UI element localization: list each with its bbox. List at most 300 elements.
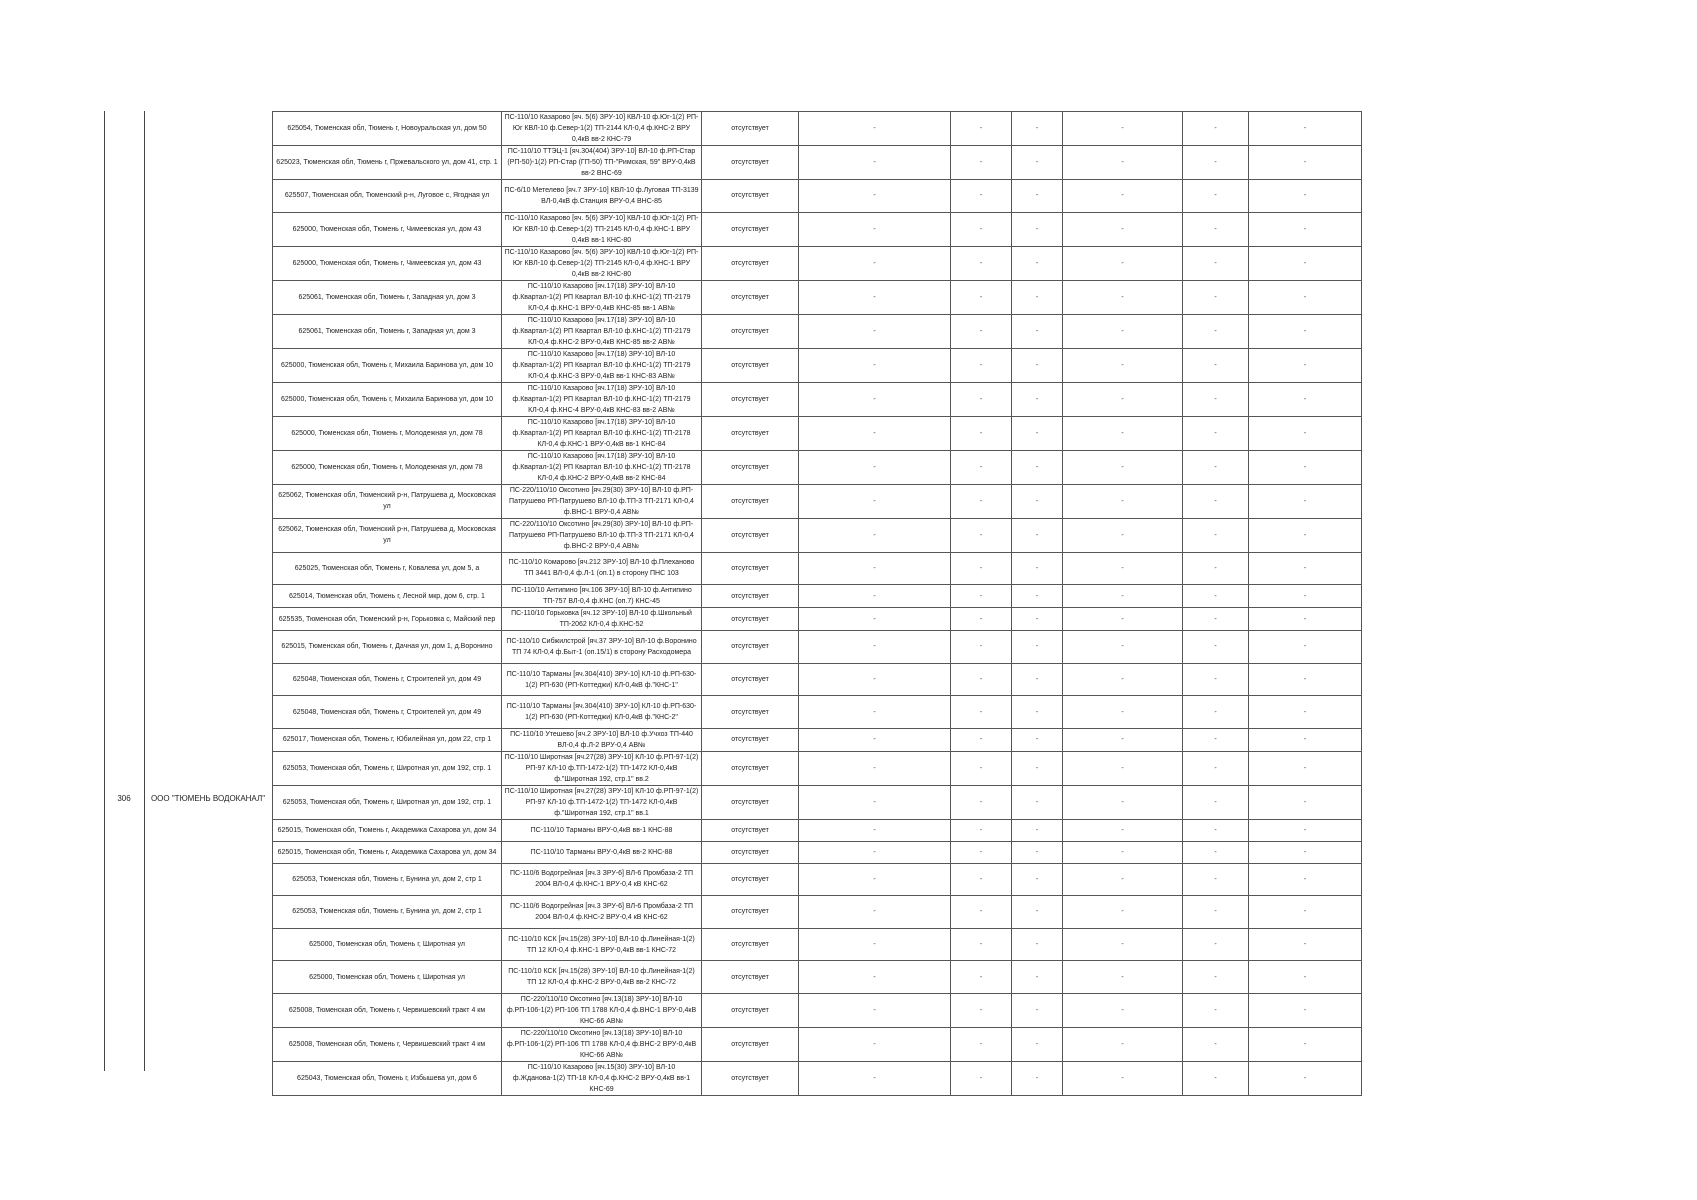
table-row <box>273 314 1362 348</box>
empty-value-cell: - <box>799 663 951 696</box>
empty-value-cell: - <box>1249 608 1362 631</box>
empty-value-cell: - <box>1012 246 1063 280</box>
empty-value-cell: - <box>799 728 951 751</box>
empty-value-cell: - <box>951 180 1012 213</box>
empty-value-cell: - <box>799 416 951 450</box>
address-cell: 625053, Тюменская обл, Тюмень г, Бунина ул, дом 2, стр 1 <box>273 896 502 929</box>
empty-value-cell: - <box>1012 863 1063 896</box>
address-cell: 625535, Тюменская обл, Тюменский р-н, Горьковка с, Майский пер <box>273 608 502 631</box>
left-border-line-2 <box>144 111 145 1071</box>
empty-value-cell: - <box>1249 112 1362 146</box>
table-row <box>273 993 1362 1027</box>
empty-value-cell: - <box>1012 896 1063 929</box>
power-source-cell: ПС-110/6 Водогрейная [яч.3 ЗРУ-6] ВЛ-6 Промбаза-2 ТП 2004 ВЛ-0,4 ф.КНС-2 ВРУ-0,4 кВ КНС-62 <box>502 896 702 929</box>
empty-value-cell: - <box>1249 1061 1362 1095</box>
empty-value-cell: - <box>1063 212 1183 246</box>
empty-value-cell: - <box>1183 631 1249 664</box>
table-row <box>273 961 1362 994</box>
empty-value-cell: - <box>1012 552 1063 585</box>
status-cell: отсутствует <box>702 785 799 819</box>
organization-name: ООО "ТЮМЕНЬ ВОДОКАНАЛ" <box>150 794 266 803</box>
empty-value-cell: - <box>1183 1061 1249 1095</box>
empty-value-cell: - <box>1012 1061 1063 1095</box>
empty-value-cell: - <box>1183 314 1249 348</box>
left-border-line-1 <box>104 111 105 1071</box>
empty-value-cell: - <box>1249 180 1362 213</box>
table-row <box>273 751 1362 785</box>
address-cell: 625062, Тюменская обл, Тюменский р-н, Патрушева д, Московская ул <box>273 484 502 518</box>
empty-value-cell: - <box>1012 663 1063 696</box>
empty-value-cell: - <box>1063 484 1183 518</box>
table-row <box>273 663 1362 696</box>
empty-value-cell: - <box>951 608 1012 631</box>
status-cell: отсутствует <box>702 928 799 961</box>
address-cell: 625043, Тюменская обл, Тюмень г, Избышева ул, дом 6 <box>273 1061 502 1095</box>
power-source-cell: ПС-110/6 Водогрейная [яч.3 ЗРУ-6] ВЛ-6 Промбаза-2 ТП 2004 ВЛ-0,4 ф.КНС-1 ВРУ-0,4 кВ КНС-62 <box>502 863 702 896</box>
empty-value-cell: - <box>1183 348 1249 382</box>
empty-value-cell: - <box>1012 518 1063 552</box>
empty-value-cell: - <box>1012 928 1063 961</box>
power-source-cell: ПС-110/10 ТТЭЦ-1 [яч.304(404) ЗРУ-10] ВЛ-10 ф.РП-Стар (РП-50)-1(2) РП-Стар (ГП-50) ТП-"Римская, 59" ВРУ-0,4кВ вв-2 ВНС-69 <box>502 146 702 180</box>
empty-value-cell: - <box>1183 841 1249 863</box>
empty-value-cell: - <box>951 382 1012 416</box>
empty-value-cell: - <box>799 696 951 729</box>
empty-value-cell: - <box>951 993 1012 1027</box>
status-cell: отсутствует <box>702 608 799 631</box>
empty-value-cell: - <box>1183 552 1249 585</box>
empty-value-cell: - <box>1249 631 1362 664</box>
empty-value-cell: - <box>1063 518 1183 552</box>
table-row <box>273 631 1362 664</box>
table-row <box>273 180 1362 213</box>
address-cell: 625023, Тюменская обл, Тюмень г, Пржевальского ул, дом 41, стр. 1 <box>273 146 502 180</box>
empty-value-cell: - <box>951 841 1012 863</box>
power-source-cell: ПС-110/10 Тарманы ВРУ-0,4кВ вв-2 КНС-88 <box>502 841 702 863</box>
address-cell: 625017, Тюменская обл, Тюмень г, Юбилейная ул, дом 22, стр 1 <box>273 728 502 751</box>
empty-value-cell: - <box>799 608 951 631</box>
empty-value-cell: - <box>1012 785 1063 819</box>
table-row <box>273 863 1362 896</box>
power-source-cell: ПС-110/10 КСК [яч.15(28) ЗРУ-10] ВЛ-10 ф.Линейная-1(2) ТП 12 КЛ-0,4 ф.КНС-1 ВРУ-0,4кВ вв-1 КНС-72 <box>502 928 702 961</box>
table-row <box>273 728 1362 751</box>
power-source-cell: ПС-110/10 Казарово [яч. 5(6) ЗРУ-10] КВЛ-10 ф.Юг-1(2) РП-Юг КВЛ-10 ф.Север-1(2) ТП-2145 КЛ-0,4 ф.КНС-1 ВРУ 0,4кВ вв-1 КНС-80 <box>502 212 702 246</box>
empty-value-cell: - <box>799 785 951 819</box>
empty-value-cell: - <box>1249 552 1362 585</box>
empty-value-cell: - <box>799 112 951 146</box>
table-row <box>273 246 1362 280</box>
empty-value-cell: - <box>951 928 1012 961</box>
power-source-cell: ПС-110/10 Казарово [яч.17(18) ЗРУ-10] ВЛ-10 ф.Квартал-1(2) РП Квартал ВЛ-10 ф.КНС-1(2) ТП-2179 КЛ-0,4 ф.КНС-1 ВРУ-0,4кВ КНС-85 вв-1 АВ№ <box>502 280 702 314</box>
empty-value-cell: - <box>1063 751 1183 785</box>
empty-value-cell: - <box>1249 863 1362 896</box>
empty-value-cell: - <box>1063 728 1183 751</box>
empty-value-cell: - <box>1249 1027 1362 1061</box>
empty-value-cell: - <box>1249 728 1362 751</box>
empty-value-cell: - <box>1063 993 1183 1027</box>
power-source-cell: ПС-110/10 Казарово [яч.17(18) ЗРУ-10] ВЛ-10 ф.Квартал-1(2) РП Квартал ВЛ-10 ф.КНС-1(2) ТП-2179 КЛ-0,4 ф.КНС-4 ВРУ-0,4кВ КНС-83 вв-2 АВ№ <box>502 382 702 416</box>
empty-value-cell: - <box>951 728 1012 751</box>
power-source-cell: ПС-110/10 Горьковка [яч.12 ЗРУ-10] ВЛ-10 ф.Школьный ТП-2062 КЛ-0,4 ф.КНС-52 <box>502 608 702 631</box>
empty-value-cell: - <box>799 484 951 518</box>
power-source-cell: ПС-110/10 Комарово [яч.212 ЗРУ-10] ВЛ-10 ф.Плеханово ТП 3441 ВЛ-0,4 ф.Л-1 (оп.1) в сторону ПНС 103 <box>502 552 702 585</box>
empty-value-cell: - <box>799 348 951 382</box>
status-cell: отсутствует <box>702 348 799 382</box>
empty-value-cell: - <box>1012 696 1063 729</box>
empty-value-cell: - <box>1249 896 1362 929</box>
status-cell: отсутствует <box>702 416 799 450</box>
empty-value-cell: - <box>1012 382 1063 416</box>
empty-value-cell: - <box>1249 928 1362 961</box>
table-row <box>273 1061 1362 1095</box>
empty-value-cell: - <box>799 1061 951 1095</box>
empty-value-cell: - <box>951 280 1012 314</box>
address-cell: 625000, Тюменская обл, Тюмень г, Широтная ул <box>273 961 502 994</box>
empty-value-cell: - <box>1012 1027 1063 1061</box>
empty-value-cell: - <box>1063 552 1183 585</box>
power-source-cell: ПС-110/10 Тарманы ВРУ-0,4кВ вв-1 КНС-88 <box>502 819 702 841</box>
empty-value-cell: - <box>799 382 951 416</box>
status-cell: отсутствует <box>702 1061 799 1095</box>
empty-value-cell: - <box>1012 751 1063 785</box>
address-cell: 625053, Тюменская обл, Тюмень г, Широтная ул, дом 192, стр. 1 <box>273 751 502 785</box>
table-row <box>273 280 1362 314</box>
empty-value-cell: - <box>1249 819 1362 841</box>
status-cell: отсутствует <box>702 1027 799 1061</box>
empty-value-cell: - <box>1063 314 1183 348</box>
empty-value-cell: - <box>1183 382 1249 416</box>
empty-value-cell: - <box>1249 450 1362 484</box>
empty-value-cell: - <box>1183 863 1249 896</box>
empty-value-cell: - <box>1012 280 1063 314</box>
empty-value-cell: - <box>1183 663 1249 696</box>
address-cell: 625014, Тюменская обл, Тюмень г, Лесной мкр, дом 6, стр. 1 <box>273 585 502 608</box>
empty-value-cell: - <box>1063 450 1183 484</box>
address-cell: 625053, Тюменская обл, Тюмень г, Бунина ул, дом 2, стр 1 <box>273 863 502 896</box>
empty-value-cell: - <box>951 663 1012 696</box>
table-row <box>273 484 1362 518</box>
empty-value-cell: - <box>1012 450 1063 484</box>
table-row <box>273 112 1362 146</box>
empty-value-cell: - <box>1249 785 1362 819</box>
address-cell: 625000, Тюменская обл, Тюмень г, Молодежная ул, дом 78 <box>273 416 502 450</box>
empty-value-cell: - <box>1249 382 1362 416</box>
empty-value-cell: - <box>799 450 951 484</box>
empty-value-cell: - <box>1012 585 1063 608</box>
status-cell: отсутствует <box>702 314 799 348</box>
address-cell: 625054, Тюменская обл, Тюмень г, Новоуральская ул, дом 50 <box>273 112 502 146</box>
power-source-cell: ПС-110/10 Казарово [яч.15(30) ЗРУ-10] ВЛ-10 ф.Жданова-1(2) ТП-18 КЛ-0,4 ф.КНС-2 ВРУ-0,4кВ вв-1 КНС-69 <box>502 1061 702 1095</box>
address-cell: 625048, Тюменская обл, Тюмень г, Строителей ул, дом 49 <box>273 696 502 729</box>
address-cell: 625062, Тюменская обл, Тюменский р-н, Патрушева д, Московская ул <box>273 518 502 552</box>
empty-value-cell: - <box>1063 112 1183 146</box>
empty-value-cell: - <box>1183 785 1249 819</box>
empty-value-cell: - <box>1063 961 1183 994</box>
power-source-cell: ПС-110/10 Тарманы [яч.304(410) ЗРУ-10] КЛ-10 ф.РП-630-1(2) РП-630 (РП-Коттеджи) КЛ-0,4кВ ф."КНС-1" <box>502 663 702 696</box>
empty-value-cell: - <box>1183 518 1249 552</box>
address-cell: 625025, Тюменская обл, Тюмень г, Ковалева ул, дом 5, а <box>273 552 502 585</box>
empty-value-cell: - <box>1249 961 1362 994</box>
power-source-cell: ПС-110/10 Казарово [яч. 5(6) ЗРУ-10] КВЛ-10 ф.Юг-1(2) РП-Юг КВЛ-10 ф.Север-1(2) ТП-2144 КЛ-0,4 ф.КНС-2 ВРУ 0,4кВ вв-2 КНС-79 <box>502 112 702 146</box>
address-cell: 625000, Тюменская обл, Тюмень г, Чимеевская ул, дом 43 <box>273 246 502 280</box>
address-cell: 625015, Тюменская обл, Тюмень г, Академика Сахарова ул, дом 34 <box>273 841 502 863</box>
status-cell: отсутствует <box>702 280 799 314</box>
status-cell: отсутствует <box>702 246 799 280</box>
empty-value-cell: - <box>1063 841 1183 863</box>
empty-value-cell: - <box>1012 416 1063 450</box>
status-cell: отсутствует <box>702 663 799 696</box>
power-source-cell: ПС-110/10 Широтная [яч.27(28) ЗРУ-10] КЛ-10 ф.РП-97-1(2) РП-97 КЛ-10 ф.ТП-1472-1(2) ТП-1472 КЛ-0,4кВ ф."Широтная 192, стр.1" вв.2 <box>502 751 702 785</box>
status-cell: отсутствует <box>702 450 799 484</box>
empty-value-cell: - <box>1183 608 1249 631</box>
empty-value-cell: - <box>799 819 951 841</box>
status-cell: отсутствует <box>702 484 799 518</box>
empty-value-cell: - <box>1012 841 1063 863</box>
empty-value-cell: - <box>1249 146 1362 180</box>
power-source-cell: ПС-220/110/10 Оксотино [яч.13(18) ЗРУ-10] ВЛ-10 ф.РП-106-1(2) РП-106 ТП 1788 КЛ-0,4 ф.ВНС-1 ВРУ-0,4кВ КНС-66 АВ№ <box>502 993 702 1027</box>
empty-value-cell: - <box>951 751 1012 785</box>
status-cell: отсутствует <box>702 819 799 841</box>
empty-value-cell: - <box>1183 1027 1249 1061</box>
empty-value-cell: - <box>1183 696 1249 729</box>
status-cell: отсутствует <box>702 212 799 246</box>
address-cell: 625015, Тюменская обл, Тюмень г, Дачная ул, дом 1, д.Воронино <box>273 631 502 664</box>
status-cell: отсутствует <box>702 751 799 785</box>
empty-value-cell: - <box>1249 993 1362 1027</box>
empty-value-cell: - <box>1249 663 1362 696</box>
empty-value-cell: - <box>1063 696 1183 729</box>
empty-value-cell: - <box>1183 819 1249 841</box>
data-table <box>272 111 1362 1096</box>
empty-value-cell: - <box>1063 348 1183 382</box>
power-source-cell: ПС-110/10 Казарово [яч.17(18) ЗРУ-10] ВЛ-10 ф.Квартал-1(2) РП Квартал ВЛ-10 ф.КНС-1(2) ТП-2178 КЛ-0,4 ф.КНС-1 ВРУ-0,4кВ вв-1 КНС-84 <box>502 416 702 450</box>
power-source-cell: ПС-110/10 Сибжилстрой [яч.37 ЗРУ-10] ВЛ-10 ф.Воронино ТП 74 КЛ-0,4 ф.Быт-1 (оп.15/1) в сторону Расходомера <box>502 631 702 664</box>
empty-value-cell: - <box>1063 785 1183 819</box>
empty-value-cell: - <box>1183 585 1249 608</box>
status-cell: отсутствует <box>702 696 799 729</box>
empty-value-cell: - <box>1012 484 1063 518</box>
empty-value-cell: - <box>1183 928 1249 961</box>
empty-value-cell: - <box>1063 863 1183 896</box>
empty-value-cell: - <box>1183 416 1249 450</box>
empty-value-cell: - <box>951 518 1012 552</box>
address-cell: 625008, Тюменская обл, Тюмень г, Червишевский тракт 4 км <box>273 1027 502 1061</box>
empty-value-cell: - <box>951 348 1012 382</box>
address-cell: 625000, Тюменская обл, Тюмень г, Михаила Баринова ул, дом 10 <box>273 382 502 416</box>
empty-value-cell: - <box>951 1061 1012 1095</box>
empty-value-cell: - <box>951 552 1012 585</box>
power-source-cell: ПС-110/10 КСК [яч.15(28) ЗРУ-10] ВЛ-10 ф.Линейная-1(2) ТП 12 КЛ-0,4 ф.КНС-2 ВРУ-0,4кВ вв-2 КНС-72 <box>502 961 702 994</box>
empty-value-cell: - <box>1249 246 1362 280</box>
power-source-cell: ПС-110/10 Казарово [яч.17(18) ЗРУ-10] ВЛ-10 ф.Квартал-1(2) РП Квартал ВЛ-10 ф.КНС-1(2) ТП-2179 КЛ-0,4 ф.КНС-3 ВРУ-0,4кВ вв-1 КНС-83 АВ№ <box>502 348 702 382</box>
empty-value-cell: - <box>1063 631 1183 664</box>
empty-value-cell: - <box>951 819 1012 841</box>
empty-value-cell: - <box>1249 518 1362 552</box>
address-cell: 625000, Тюменская обл, Тюмень г, Широтная ул <box>273 928 502 961</box>
empty-value-cell: - <box>799 280 951 314</box>
empty-value-cell: - <box>1063 1061 1183 1095</box>
status-cell: отсутствует <box>702 841 799 863</box>
status-cell: отсутствует <box>702 896 799 929</box>
power-source-cell: ПС-110/10 Утешево [яч.2 ЗРУ-10] ВЛ-10 ф.Учхоз ТП-440 ВЛ-0,4 ф.Л-2 ВРУ-0,4 АВ№ <box>502 728 702 751</box>
table-row <box>273 212 1362 246</box>
table-row <box>273 382 1362 416</box>
status-cell: отсутствует <box>702 961 799 994</box>
empty-value-cell: - <box>1012 631 1063 664</box>
table-row <box>273 1027 1362 1061</box>
empty-value-cell: - <box>1012 728 1063 751</box>
empty-value-cell: - <box>1183 146 1249 180</box>
table-row <box>273 518 1362 552</box>
empty-value-cell: - <box>1063 416 1183 450</box>
empty-value-cell: - <box>1063 382 1183 416</box>
empty-value-cell: - <box>799 751 951 785</box>
empty-value-cell: - <box>1012 112 1063 146</box>
empty-value-cell: - <box>951 961 1012 994</box>
power-source-cell: ПС-220/110/10 Оксотино [яч.13(18) ЗРУ-10] ВЛ-10 ф.РП-106-1(2) РП-106 ТП 1788 КЛ-0,4 ф.ВНС-2 ВРУ-0,4кВ КНС-66 АВ№ <box>502 1027 702 1061</box>
power-source-cell: ПС-110/10 Антипино [яч.106 ЗРУ-10] ВЛ-10 ф.Антипино ТП-757 ВЛ-0,4 ф.КНС (оп.7) КНС-45 <box>502 585 702 608</box>
empty-value-cell: - <box>1012 212 1063 246</box>
empty-value-cell: - <box>1012 180 1063 213</box>
empty-value-cell: - <box>1249 585 1362 608</box>
empty-value-cell: - <box>951 246 1012 280</box>
empty-value-cell: - <box>1183 180 1249 213</box>
empty-value-cell: - <box>1249 484 1362 518</box>
empty-value-cell: - <box>1012 961 1063 994</box>
empty-value-cell: - <box>951 314 1012 348</box>
empty-value-cell: - <box>1063 928 1183 961</box>
empty-value-cell: - <box>799 518 951 552</box>
empty-value-cell: - <box>1012 146 1063 180</box>
address-cell: 625507, Тюменская обл, Тюменский р-н, Луговое с, Ягодная ул <box>273 180 502 213</box>
empty-value-cell: - <box>951 1027 1012 1061</box>
row-number: 306 <box>117 794 131 803</box>
table-row <box>273 608 1362 631</box>
empty-value-cell: - <box>1183 961 1249 994</box>
empty-value-cell: - <box>799 896 951 929</box>
empty-value-cell: - <box>1063 180 1183 213</box>
power-source-cell: ПС-110/10 Казарово [яч. 5(6) ЗРУ-10] КВЛ-10 ф.Юг-1(2) РП-Юг КВЛ-10 ф.Север-1(2) ТП-2145 КЛ-0,4 ф.КНС-1 ВРУ 0,4кВ вв-2 КНС-80 <box>502 246 702 280</box>
status-cell: отсутствует <box>702 382 799 416</box>
status-cell: отсутствует <box>702 863 799 896</box>
table-row <box>273 348 1362 382</box>
empty-value-cell: - <box>1012 314 1063 348</box>
empty-value-cell: - <box>799 1027 951 1061</box>
status-cell: отсутствует <box>702 112 799 146</box>
empty-value-cell: - <box>799 246 951 280</box>
address-cell: 625000, Тюменская обл, Тюмень г, Молодежная ул, дом 78 <box>273 450 502 484</box>
empty-value-cell: - <box>951 146 1012 180</box>
empty-value-cell: - <box>1183 280 1249 314</box>
empty-value-cell: - <box>951 416 1012 450</box>
empty-value-cell: - <box>1012 608 1063 631</box>
empty-value-cell: - <box>1249 841 1362 863</box>
empty-value-cell: - <box>951 112 1012 146</box>
empty-value-cell: - <box>799 552 951 585</box>
empty-value-cell: - <box>1063 608 1183 631</box>
empty-value-cell: - <box>951 863 1012 896</box>
table-row <box>273 552 1362 585</box>
empty-value-cell: - <box>1249 696 1362 729</box>
empty-value-cell: - <box>1183 450 1249 484</box>
status-cell: отсутствует <box>702 146 799 180</box>
empty-value-cell: - <box>1063 280 1183 314</box>
empty-value-cell: - <box>951 696 1012 729</box>
status-cell: отсутствует <box>702 552 799 585</box>
table-row <box>273 146 1362 180</box>
empty-value-cell: - <box>1183 993 1249 1027</box>
empty-value-cell: - <box>1249 280 1362 314</box>
empty-value-cell: - <box>951 585 1012 608</box>
empty-value-cell: - <box>1012 819 1063 841</box>
table-row <box>273 841 1362 863</box>
status-cell: отсутствует <box>702 180 799 213</box>
power-source-cell: ПС-110/10 Казарово [яч.17(18) ЗРУ-10] ВЛ-10 ф.Квартал-1(2) РП Квартал ВЛ-10 ф.КНС-1(2) ТП-2178 КЛ-0,4 ф.КНС-2 ВРУ-0,4кВ вв-2 КНС-84 <box>502 450 702 484</box>
address-cell: 625015, Тюменская обл, Тюмень г, Академика Сахарова ул, дом 34 <box>273 819 502 841</box>
empty-value-cell: - <box>799 585 951 608</box>
empty-value-cell: - <box>1183 246 1249 280</box>
table-row <box>273 785 1362 819</box>
empty-value-cell: - <box>951 631 1012 664</box>
empty-value-cell: - <box>1249 212 1362 246</box>
table-row <box>273 696 1362 729</box>
power-source-cell: ПС-110/10 Широтная [яч.27(28) ЗРУ-10] КЛ-10 ф.РП-97-1(2) РП-97 КЛ-10 ф.ТП-1472-1(2) ТП-1472 КЛ-0,4кВ ф."Широтная 192, стр.1" вв.1 <box>502 785 702 819</box>
table-row <box>273 450 1362 484</box>
address-cell: 625000, Тюменская обл, Тюмень г, Михаила Баринова ул, дом 10 <box>273 348 502 382</box>
empty-value-cell: - <box>799 180 951 213</box>
empty-value-cell: - <box>1012 993 1063 1027</box>
empty-value-cell: - <box>1012 348 1063 382</box>
table-row <box>273 896 1362 929</box>
status-cell: отсутствует <box>702 631 799 664</box>
status-cell: отсутствует <box>702 993 799 1027</box>
empty-value-cell: - <box>799 993 951 1027</box>
empty-value-cell: - <box>1063 663 1183 696</box>
power-source-cell: ПС-6/10 Метелево [яч.7 ЗРУ-10] КВЛ-10 ф.Луговая ТП-3139 ВЛ-0,4кВ ф.Станция ВРУ-0,4 ВНС-85 <box>502 180 702 213</box>
status-cell: отсутствует <box>702 728 799 751</box>
empty-value-cell: - <box>1183 112 1249 146</box>
empty-value-cell: - <box>799 314 951 348</box>
empty-value-cell: - <box>1063 246 1183 280</box>
empty-value-cell: - <box>1063 819 1183 841</box>
address-cell: 625000, Тюменская обл, Тюмень г, Чимеевская ул, дом 43 <box>273 212 502 246</box>
empty-value-cell: - <box>1063 585 1183 608</box>
address-cell: 625008, Тюменская обл, Тюмень г, Червишевский тракт 4 км <box>273 993 502 1027</box>
address-cell: 625061, Тюменская обл, Тюмень г, Западная ул, дом 3 <box>273 280 502 314</box>
empty-value-cell: - <box>799 631 951 664</box>
empty-value-cell: - <box>799 212 951 246</box>
empty-value-cell: - <box>1249 348 1362 382</box>
empty-value-cell: - <box>799 146 951 180</box>
empty-value-cell: - <box>799 928 951 961</box>
table-row <box>273 819 1362 841</box>
status-cell: отсутствует <box>702 585 799 608</box>
address-cell: 625061, Тюменская обл, Тюмень г, Западная ул, дом 3 <box>273 314 502 348</box>
empty-value-cell: - <box>1063 1027 1183 1061</box>
empty-value-cell: - <box>1183 896 1249 929</box>
empty-value-cell: - <box>951 450 1012 484</box>
power-source-cell: ПС-110/10 Тарманы [яч.304(410) ЗРУ-10] КЛ-10 ф.РП-630-1(2) РП-630 (РП-Коттеджи) КЛ-0,4кВ ф."КНС-2" <box>502 696 702 729</box>
empty-value-cell: - <box>1063 896 1183 929</box>
table-row <box>273 928 1362 961</box>
empty-value-cell: - <box>951 212 1012 246</box>
power-source-cell: ПС-110/10 Казарово [яч.17(18) ЗРУ-10] ВЛ-10 ф.Квартал-1(2) РП Квартал ВЛ-10 ф.КНС-1(2) ТП-2179 КЛ-0,4 ф.КНС-2 ВРУ-0,4кВ КНС-85 вв-2 АВ№ <box>502 314 702 348</box>
table-body <box>273 112 1362 1096</box>
empty-value-cell: - <box>1249 314 1362 348</box>
status-cell: отсутствует <box>702 518 799 552</box>
address-cell: 625053, Тюменская обл, Тюмень г, Широтная ул, дом 192, стр. 1 <box>273 785 502 819</box>
empty-value-cell: - <box>799 961 951 994</box>
empty-value-cell: - <box>799 863 951 896</box>
